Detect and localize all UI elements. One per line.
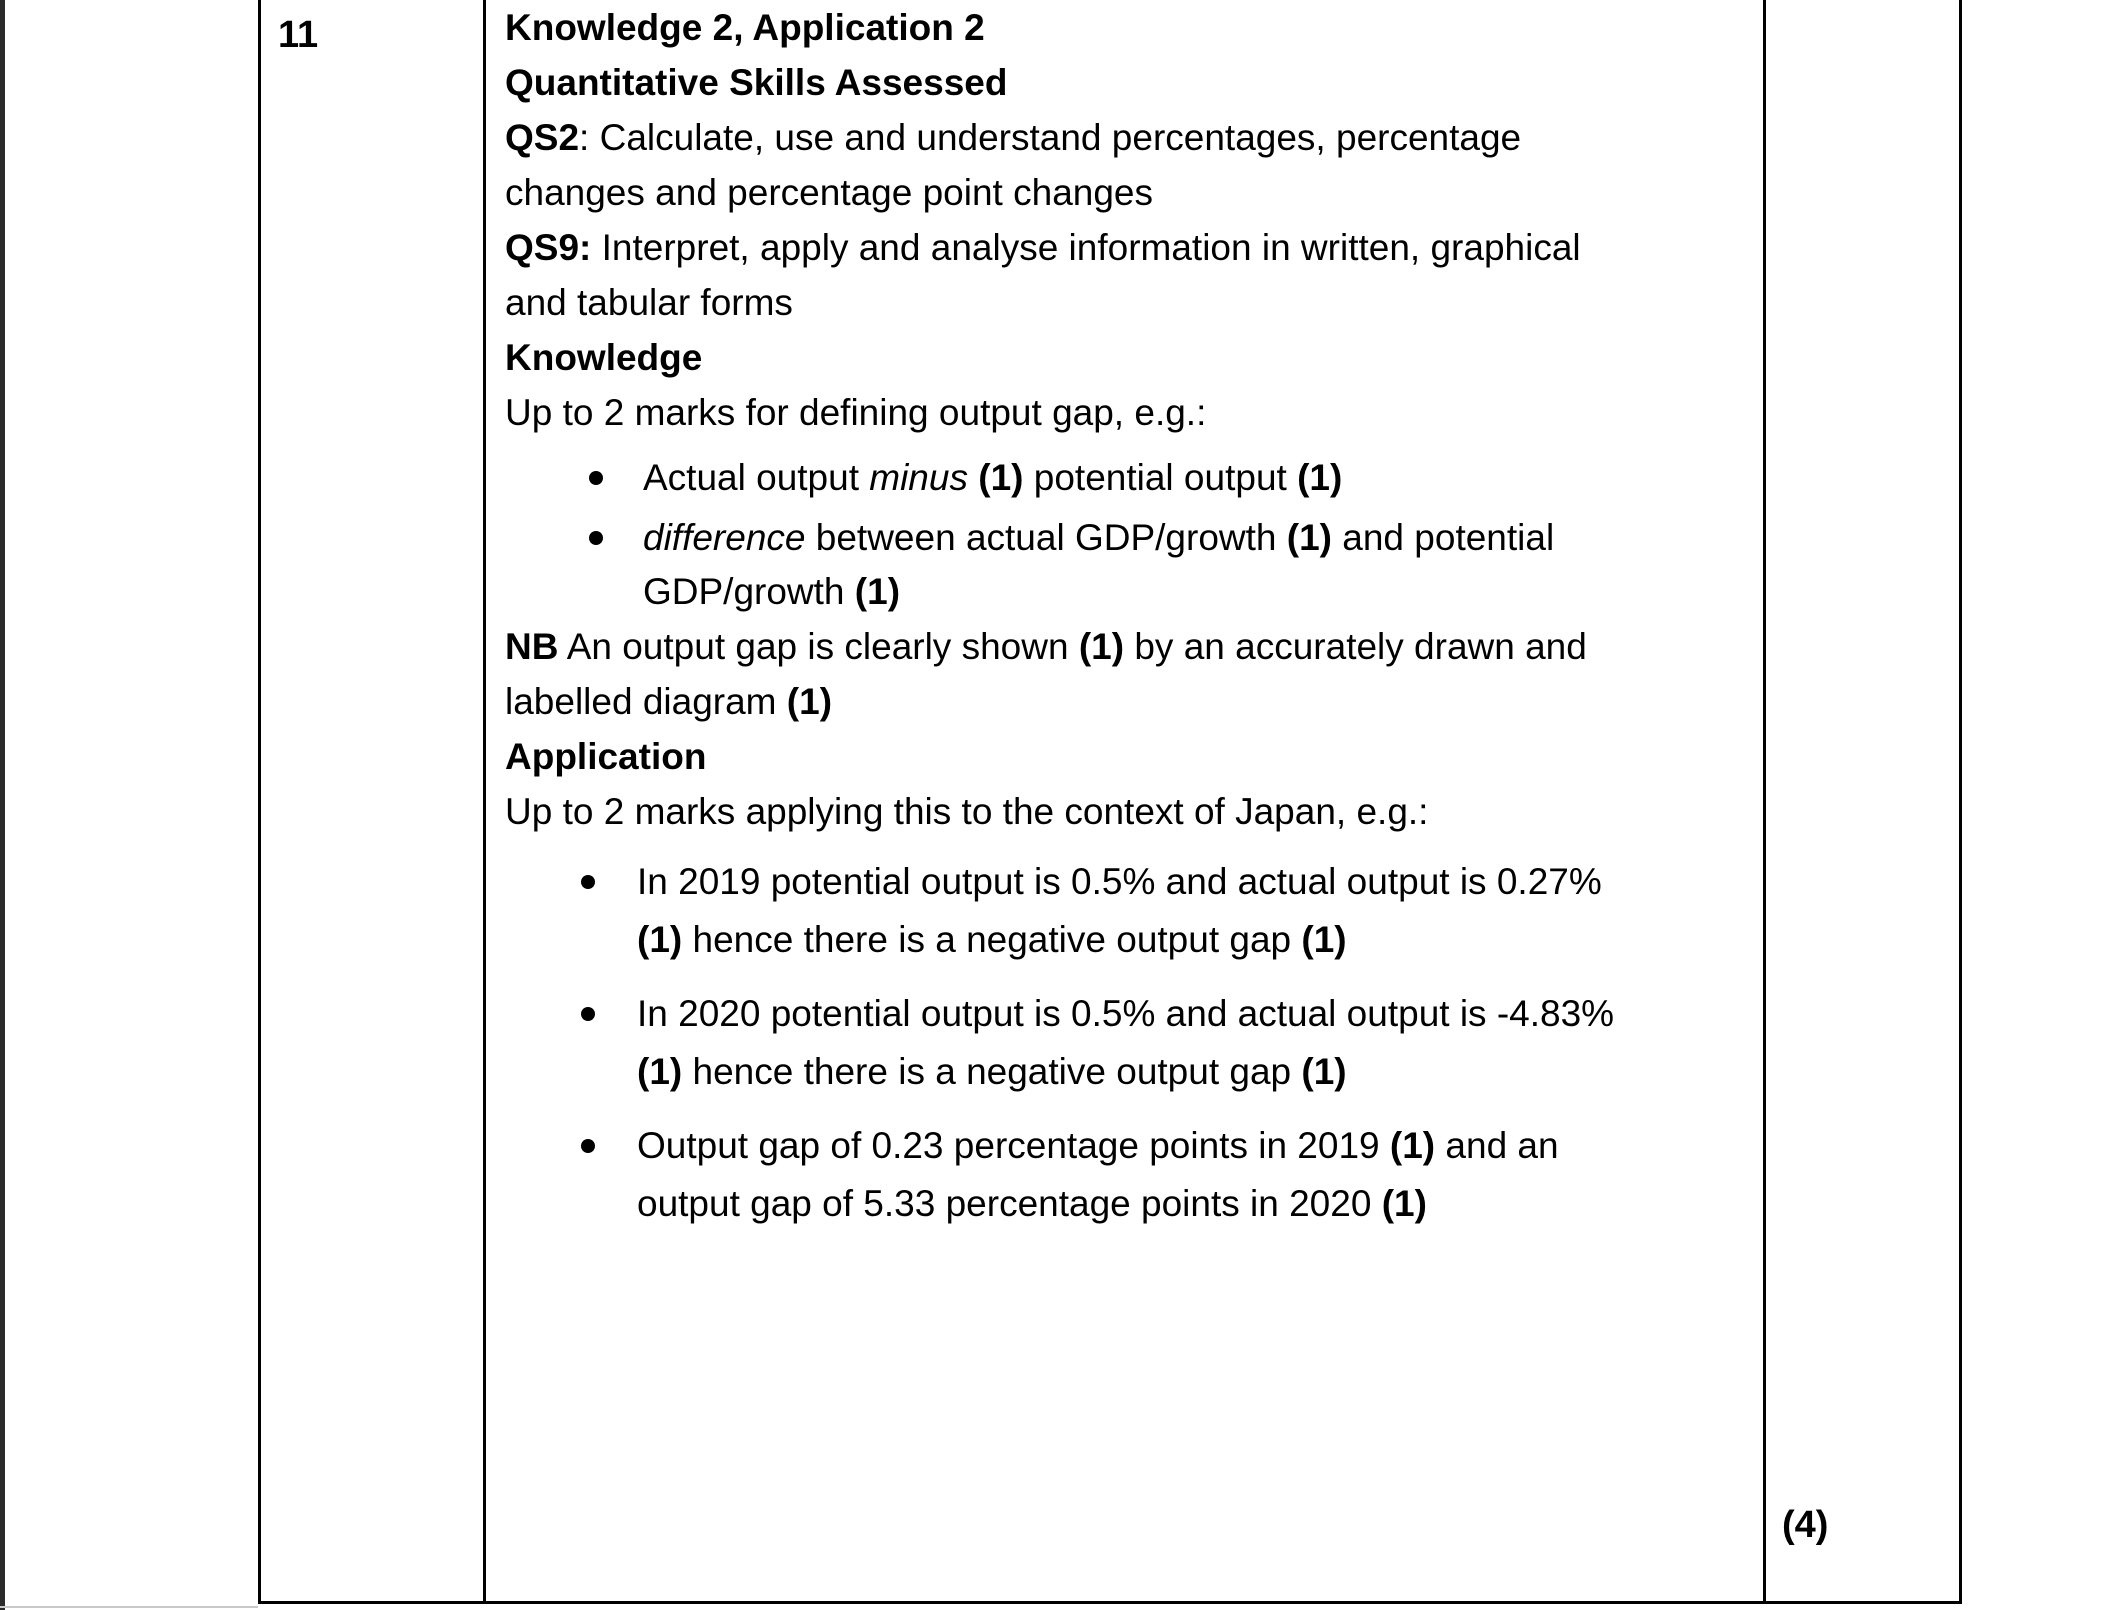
heading-quantitative-skills: Quantitative Skills Assessed: [505, 62, 1008, 103]
table-border-row-bottom: [258, 1601, 1962, 1604]
paragraph-nb-note: NB An output gap is clearly shown (1) by an accurately drawn and labelled diagram (1): [505, 626, 1587, 722]
mark-scheme-content: [505, 0, 1755, 1233]
bullet-icon: [589, 531, 603, 545]
table-border-content-col-left: [483, 0, 486, 1604]
knowledge-bullet-list: [505, 451, 1755, 619]
page-left-edge-rule: [0, 0, 5, 1610]
list-item-text: Actual output minus (1) potential output (1): [643, 457, 1343, 498]
bullet-icon: [581, 1139, 595, 1153]
paragraph-qs2: QS2: Calculate, use and understand percentages, percentage changes and percentage point changes: [505, 117, 1522, 213]
table-border-left-col-bottom: [0, 1606, 258, 1608]
list-item: [505, 985, 1755, 1101]
list-item: [505, 511, 1755, 619]
bullet-icon: [589, 471, 603, 485]
list-item-text: In 2020 potential output is 0.5% and actual output is -4.83% (1) hence there is a negative output gap (1): [637, 993, 1615, 1092]
application-bullet-list: [505, 853, 1755, 1233]
list-item-text: In 2019 potential output is 0.5% and actual output is 0.27% (1) hence there is a negative output gap (1): [637, 861, 1602, 960]
question-number: 11: [278, 14, 319, 56]
list-item: [505, 1117, 1755, 1233]
heading-assessment-summary: Knowledge 2, Application 2: [505, 7, 985, 48]
table-border-marks-col-left: [1763, 0, 1766, 1604]
paragraph-qs9: QS9: Interpret, apply and analyse information in written, graphical and tabular forms: [505, 227, 1581, 323]
table-border-marks-col-right: [1959, 0, 1962, 1604]
bullet-icon: [581, 1007, 595, 1021]
list-item-text: difference between actual GDP/growth (1) and potential GDP/growth (1): [643, 517, 1555, 612]
list-item: [505, 451, 1755, 505]
marks-value: (4): [1782, 1504, 1829, 1546]
list-item-text: Output gap of 0.23 percentage points in 2019 (1) and an output gap of 5.33 percentage points in 2020 (1): [637, 1125, 1559, 1224]
paragraph-application-intro: Up to 2 marks applying this to the context of Japan, e.g.:: [505, 791, 1429, 832]
heading-knowledge: Knowledge: [505, 337, 703, 378]
table-border-question-col-left: [258, 0, 261, 1604]
bullet-icon: [581, 875, 595, 889]
heading-application: Application: [505, 736, 707, 777]
list-item: [505, 853, 1755, 969]
paragraph-knowledge-intro: Up to 2 marks for defining output gap, e.g.:: [505, 392, 1207, 433]
